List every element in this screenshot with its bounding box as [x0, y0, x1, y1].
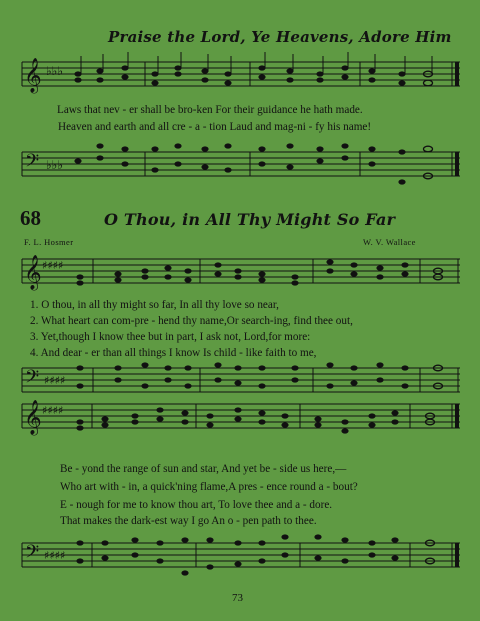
page-number: 73	[232, 592, 243, 604]
svg-text:♯♯♯♯: ♯♯♯♯	[44, 549, 66, 562]
stanza-2-line-2: Who art with - in, a quick'ning flame,A pres - ence round a - bout?	[60, 481, 358, 493]
hymn-author: F. L. Hosmer	[24, 237, 74, 247]
hymn-composer: W. V. Wallace	[363, 237, 416, 247]
system1-treble-staff	[0, 251, 480, 301]
prev-lyric-line-1: Laws that nev - er shall be bro-ken For their guidance he hath made.	[57, 104, 363, 116]
svg-text:♭♭♭: ♭♭♭	[46, 64, 63, 78]
svg-text:𝄢: 𝄢	[25, 367, 40, 392]
system2-bass-staff	[0, 535, 480, 585]
prev-treble-staff	[0, 52, 480, 102]
svg-text:♯♯♯♯: ♯♯♯♯	[42, 259, 64, 272]
stanza-1-line-2: Be - yond the range of sun and star, And yet be - side us here,—	[60, 463, 347, 475]
stanza-1-line-1: 1. O thou, in all thy might so far, In all thy love so near,	[30, 299, 279, 311]
stanza-3-line-2: E - nough for me to know thou art, To love thee and a - dore.	[60, 499, 333, 511]
svg-text:𝄞: 𝄞	[24, 400, 42, 435]
svg-text:𝄢: 𝄢	[25, 151, 40, 176]
svg-text:♯♯♯♯: ♯♯♯♯	[42, 404, 64, 417]
stanza-4-line-2: That makes the dark-est way I go An o - pen path to thee.	[60, 515, 317, 527]
hymn-number: 68	[20, 206, 41, 230]
svg-text:𝄞: 𝄞	[24, 58, 42, 93]
svg-text:♯♯♯♯: ♯♯♯♯	[44, 374, 66, 387]
svg-text:𝄢: 𝄢	[25, 542, 40, 567]
stanza-4-line-1: 4. And dear - er than all things I know Is child - like faith to me,	[30, 347, 317, 359]
prev-lyric-line-2: Heaven and earth and all cre - a - tion Laud and mag-ni - fy his name!	[58, 121, 372, 133]
hymn-title: O Thou, in All Thy Might So Far	[104, 210, 396, 229]
stanza-2-line-1: 2. What heart can com-pre - hend thy name,Or search-ing, find thee out,	[30, 315, 353, 327]
system2-treble-staff	[0, 396, 480, 446]
svg-text:♭♭♭: ♭♭♭	[46, 158, 63, 172]
stanza-3-line-1: 3. Yet,though I know thee but in part, I ask not, Lord,for more:	[30, 331, 311, 343]
prev-hymn-title: Praise the Lord, Ye Heavens, Adore Him	[108, 28, 452, 46]
prev-bass-staff	[0, 136, 480, 186]
svg-text:𝄞: 𝄞	[24, 255, 42, 290]
